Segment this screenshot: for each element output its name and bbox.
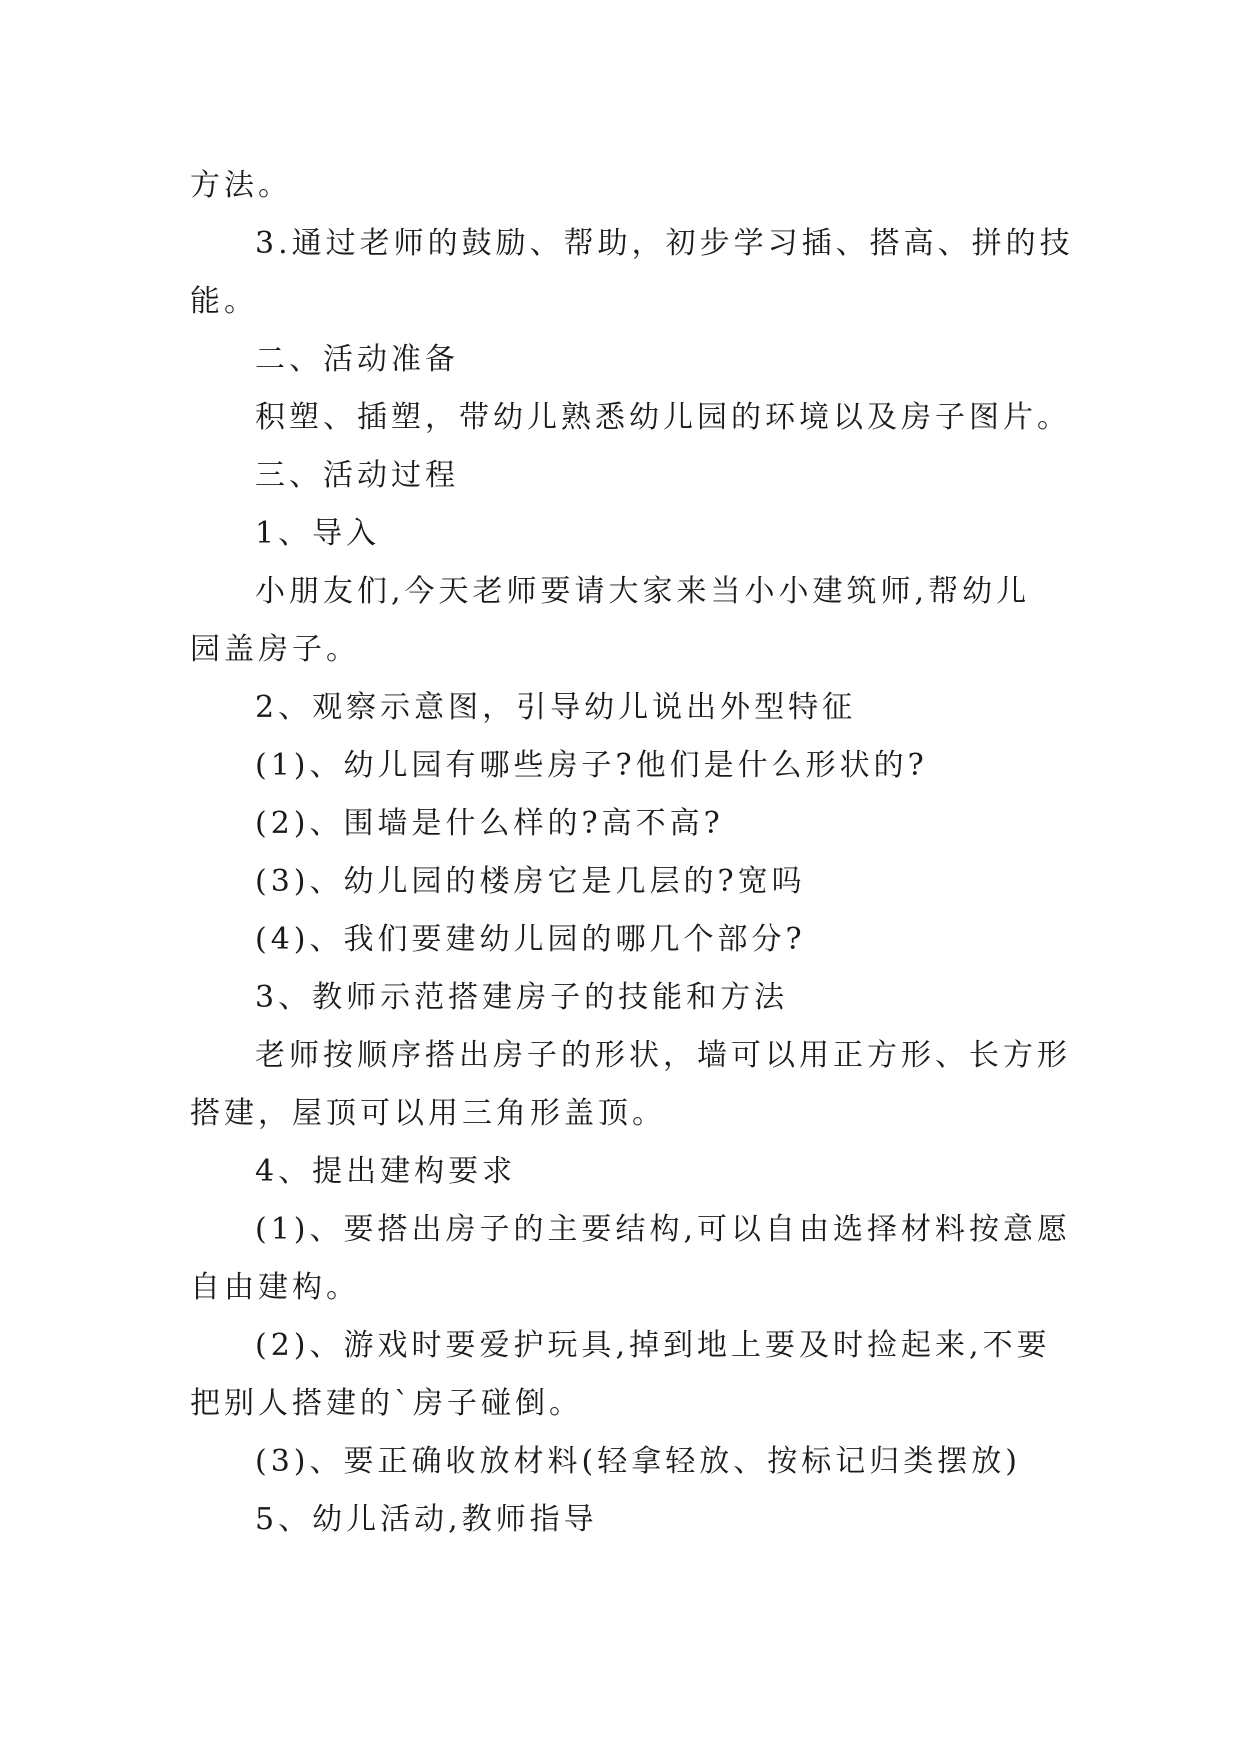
text-line: 搭建，屋顶可以用三角形盖顶。 (190, 1096, 666, 1131)
subsection-heading: 5、幼儿活动,教师指导 (255, 1502, 598, 1537)
list-item: (1)、要搭出房子的主要结构,可以自由选择材料按意愿 (255, 1212, 1072, 1247)
list-item: (3)、要正确收放材料(轻拿轻放、按标记归类摆放) (255, 1444, 1021, 1479)
subsection-heading: 3、教师示范搭建房子的技能和方法 (255, 980, 789, 1015)
text-line: 把别人搭建的`房子碰倒。 (190, 1386, 583, 1421)
list-item: (4)、我们要建幼儿园的哪几个部分? (255, 922, 806, 957)
list-item: (3)、幼儿园的楼房它是几层的?宽吗 (255, 864, 806, 899)
subsection-heading: 4、提出建构要求 (255, 1154, 517, 1189)
text-line: 小朋友们,今天老师要请大家来当小小建筑师,帮幼儿 (255, 574, 1031, 609)
list-item: (1)、幼儿园有哪些房子?他们是什么形状的? (255, 748, 928, 783)
text-line: 积塑、插塑，带幼儿熟悉幼儿园的环境以及房子图片。 (255, 400, 1071, 435)
text-line: 能。 (190, 284, 258, 319)
text-line: 园盖房子。 (190, 632, 360, 667)
text-line: 自由建构。 (190, 1270, 360, 1305)
list-item: (2)、围墙是什么样的?高不高? (255, 806, 724, 841)
text-line: 3.通过老师的鼓励、帮助，初步学习插、搭高、拼的技 (255, 226, 1074, 261)
subsection-heading: 2、观察示意图，引导幼儿说出外型特征 (255, 690, 857, 725)
list-item: (2)、游戏时要爱护玩具,掉到地上要及时捡起来,不要 (255, 1328, 1051, 1363)
section-heading: 二、活动准备 (255, 342, 459, 377)
text-line: 老师按顺序搭出房子的形状，墙可以用正方形、长方形 (255, 1038, 1071, 1073)
text-line: 方法。 (190, 168, 292, 203)
subsection-heading: 1、导入 (255, 516, 381, 551)
section-heading: 三、活动过程 (255, 458, 459, 493)
